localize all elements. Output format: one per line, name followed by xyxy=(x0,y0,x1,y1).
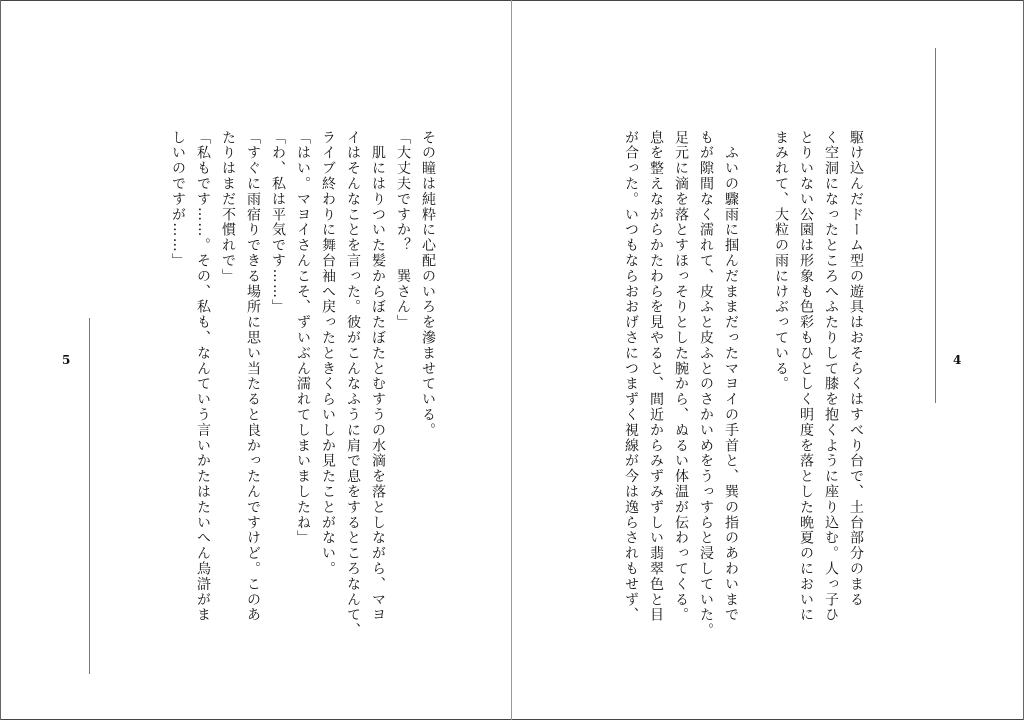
text-line: ふいの驟雨に掴んだままだったマヨイの手首と、巽の指のあわいまで xyxy=(723,130,739,623)
text-line: その瞳は純粋に心配のいろを滲ませている。 xyxy=(420,130,436,438)
text-line: 「すぐに雨宿りできる場所に思い当たると良かったんですけど。このあ xyxy=(245,130,261,623)
text-line: しいのですが……」 xyxy=(170,130,186,269)
text-line: 肌にはりついた髪からぼたぼたとむすうの水滴を落としながら、マヨ xyxy=(370,130,386,623)
text-line: ライブ終わりに舞台袖へ戻ったときくらいしか見たことがない。 xyxy=(320,130,336,577)
left-page-rule xyxy=(89,318,90,674)
right-page-rule xyxy=(935,48,936,403)
text-line: 「わ、私は平気です……」 xyxy=(270,130,286,315)
text-line: 駆け込んだドーム型の遊具はおそらくはすべり台で、土台部分のまる xyxy=(848,130,864,608)
text-line: 「大丈夫ですか？ 巽さん」 xyxy=(395,130,411,331)
right-page-number: 4 xyxy=(953,353,962,367)
bottom-edge xyxy=(0,719,1024,720)
text-line: く空洞になったところへふたりして膝を抱くように座り込む。人っ子ひ xyxy=(823,130,839,623)
left-page-text xyxy=(150,130,440,639)
text-line: 息を整えながらかたわらを見やると、間近からみずみずしい翡翠色と目 xyxy=(648,130,664,623)
left-edge xyxy=(0,0,1,720)
right-page-text xyxy=(588,130,868,639)
text-line: たりはまだ不慣れで」 xyxy=(220,130,236,284)
text-line: もが隙間なく濡れて、皮ふと皮ふとのさかいめをうっすらと浸していた。 xyxy=(698,130,714,639)
blank-line xyxy=(743,130,768,610)
text-line: まみれて、大粒の雨にけぶっている。 xyxy=(773,130,789,392)
text-line: イはそんなことを言った。彼がこんなふうに肩で息をするところなんて、 xyxy=(345,130,361,639)
text-line: 「私もです……。その、私も、なんていう言いかたはたいへん烏滸がま xyxy=(195,130,211,623)
text-line: 「はい。マヨイさんこそ、ずいぶん濡れてしまいましたね」 xyxy=(295,130,311,546)
text-line: が合った。いつもならおおげさにつまずく視線が今は逸らされもせず、 xyxy=(623,130,639,623)
top-edge xyxy=(0,0,1024,1)
left-page-number: 5 xyxy=(62,353,71,367)
gutter-divider xyxy=(511,0,512,720)
text-line: とりいない公園は形象も色彩もひとしく明度を落とした晩夏のにおいに xyxy=(798,130,814,623)
text-line: 足元に滴を落とすほっそりとした腕から、ぬるい体温が伝わってくる。 xyxy=(673,130,689,623)
